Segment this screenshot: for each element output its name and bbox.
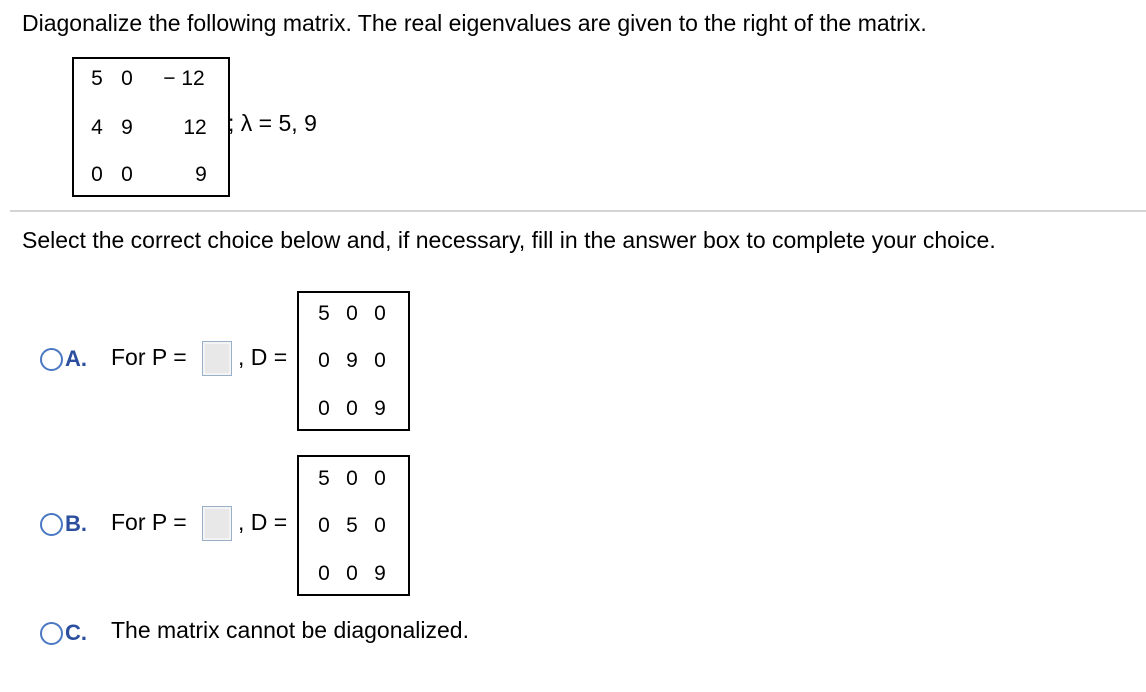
d-matrix-cell: 0 [318, 349, 330, 372]
d-matrix-cell: 5 [318, 302, 330, 325]
choice-b-p-answer-box[interactable] [202, 506, 232, 541]
choice-a-d-label: , D = [238, 344, 288, 370]
choice-c-letter[interactable]: C. [65, 620, 87, 645]
matrix-cell: − 12 [163, 67, 205, 90]
d-matrix-cell: 0 [318, 514, 330, 537]
choice-a-p-answer-box[interactable] [202, 341, 232, 376]
choice-a-d-matrix [297, 291, 410, 431]
d-matrix-cell: 9 [346, 349, 358, 372]
d-matrix-cell: 0 [374, 467, 386, 490]
instruction-text: Select the correct choice below and, if necessary, fill in the answer box to complete your choice. [22, 227, 996, 253]
matrix-cell: 9 [195, 163, 207, 186]
d-matrix-cell: 0 [346, 397, 358, 420]
d-matrix-cell: 0 [374, 349, 386, 372]
matrix-cell: 0 [121, 67, 133, 90]
choice-a-letter[interactable]: A. [65, 346, 87, 371]
matrix-cell: 5 [91, 67, 103, 90]
section-divider [10, 210, 1146, 212]
choice-c-text[interactable]: The matrix cannot be diagonalized. [111, 617, 469, 643]
choice-b-radio[interactable] [40, 513, 63, 536]
eigenvalue-text: ; λ = 5, 9 [228, 110, 317, 136]
d-matrix-cell: 0 [374, 514, 386, 537]
d-matrix-cell: 0 [374, 302, 386, 325]
given-matrix [72, 57, 230, 197]
d-matrix-cell: 9 [374, 397, 386, 420]
choice-b-for-p-label: For P = [111, 509, 187, 535]
d-matrix-cell: 0 [318, 397, 330, 420]
d-matrix-cell: 9 [374, 562, 386, 585]
matrix-cell: 12 [183, 116, 207, 139]
choice-b-d-matrix [297, 455, 410, 596]
d-matrix-cell: 0 [346, 562, 358, 585]
d-matrix-cell: 0 [346, 302, 358, 325]
matrix-cell: 0 [91, 163, 103, 186]
choice-c-radio[interactable] [40, 622, 63, 645]
matrix-cell: 4 [91, 116, 103, 139]
choice-b-letter[interactable]: B. [65, 511, 87, 536]
matrix-cell: 0 [121, 163, 133, 186]
matrix-cell: 9 [121, 116, 133, 139]
choice-a-radio[interactable] [40, 348, 63, 371]
choice-b-d-label: , D = [238, 509, 288, 535]
d-matrix-cell: 0 [346, 467, 358, 490]
d-matrix-cell: 5 [346, 514, 358, 537]
choice-a-for-p-label: For P = [111, 344, 187, 370]
question-text: Diagonalize the following matrix. The real eigenvalues are given to the right of the matrix. [22, 10, 927, 36]
d-matrix-cell: 5 [318, 467, 330, 490]
d-matrix-cell: 0 [318, 562, 330, 585]
